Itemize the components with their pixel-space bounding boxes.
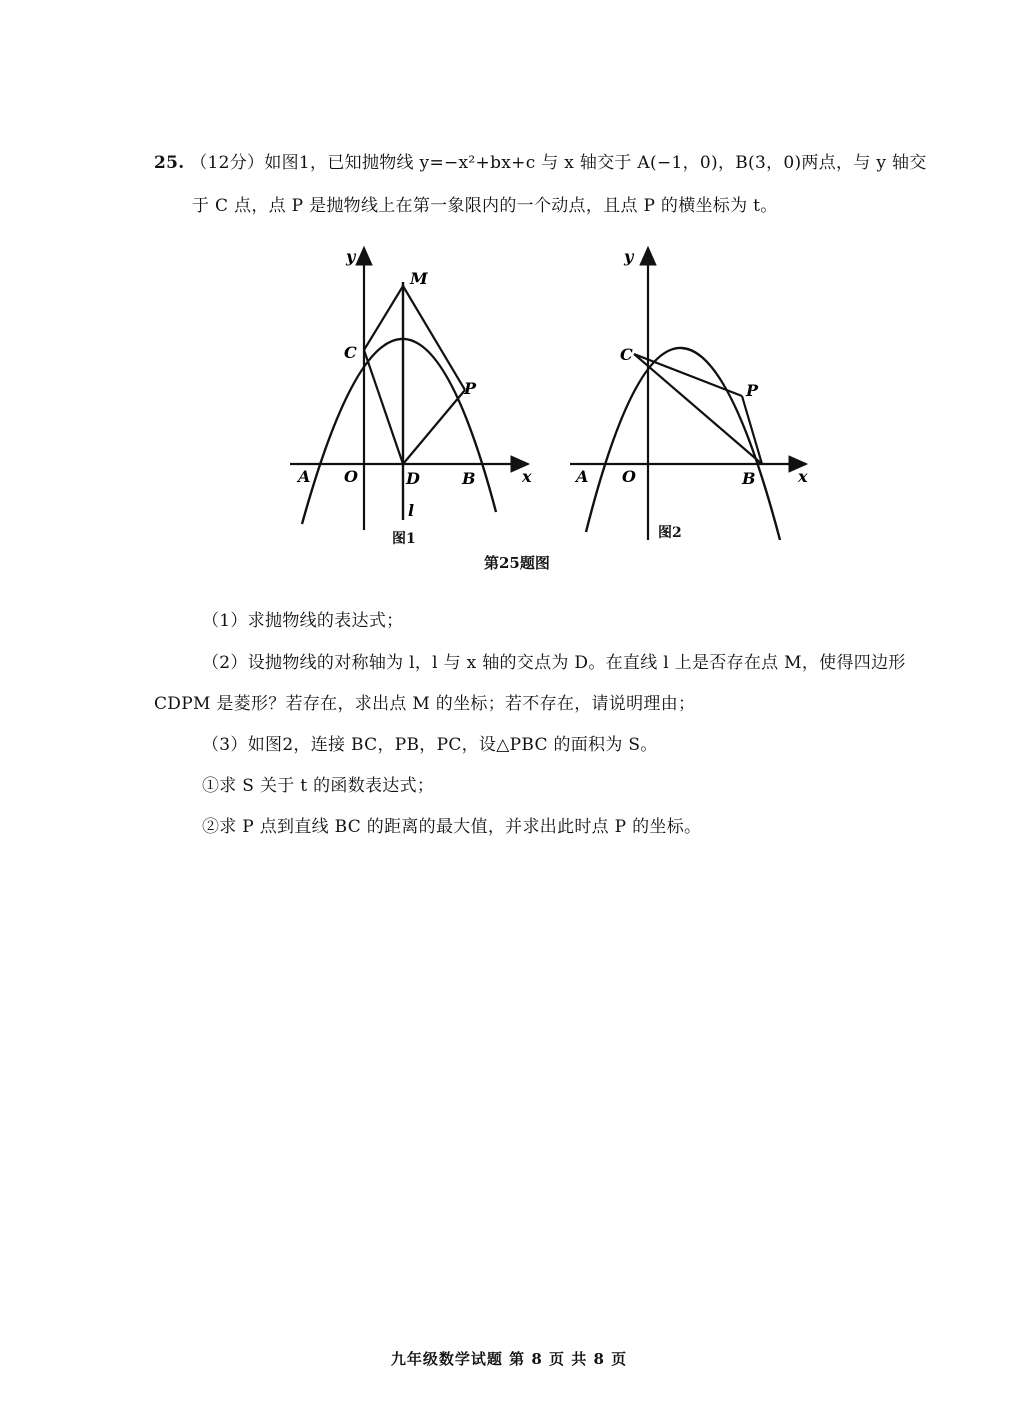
figures-caption: 第25题图 xyxy=(484,554,550,572)
fig1-label-m: M xyxy=(410,269,428,288)
fig2-label-c: C xyxy=(620,345,633,364)
question-stem-line-1 xyxy=(154,152,927,174)
fig2-label-x: x xyxy=(798,467,808,486)
fig2-label-o: O xyxy=(622,467,636,486)
fig1-label-x: x xyxy=(522,467,532,486)
fig2-parabola xyxy=(586,348,780,540)
figure-1-caption: 图1 xyxy=(392,531,416,547)
fig1-parabola xyxy=(302,339,496,524)
question-stem-text-1: （12分）如图1，已知抛物线 y=−x²+bx+c 与 x 轴交于 A(−1，0)，B(3，0)两点，与 y 轴交 xyxy=(190,153,927,173)
part-3: （3）如图2，连接 BC，PB，PC，设△PBC 的面积为 S。 xyxy=(202,735,658,755)
fig1-label-l: l xyxy=(408,501,415,520)
fig2-label-p: P xyxy=(746,381,759,400)
figure-2 xyxy=(562,240,818,550)
fig1-segment-dp xyxy=(403,390,465,464)
part-2-line-2: CDPM 是菱形？若存在，求出点 M 的坐标；若不存在，请说明理由； xyxy=(154,694,696,714)
fig1-label-p: P xyxy=(464,379,477,398)
fig1-segment-cd xyxy=(364,350,403,464)
part-3-sub-2: ②求 P 点到直线 BC 的距离的最大值，并求出此时点 P 的坐标。 xyxy=(202,817,702,837)
fig2-label-b: B xyxy=(742,469,756,488)
part-1: （1）求抛物线的表达式； xyxy=(202,611,404,631)
figure-1 xyxy=(280,240,540,550)
fig1-segment-mp xyxy=(403,286,465,390)
fig2-label-a: A xyxy=(576,467,589,486)
question-stem-line-2: 于 C 点，点 P 是抛物线上在第一象限内的一个动点，且点 P 的横坐标为 t。 xyxy=(192,196,778,216)
figure-2-caption: 图2 xyxy=(658,525,682,541)
part-2-line-1: （2）设抛物线的对称轴为 l，l 与 x 轴的交点为 D。在直线 l 上是否存在点 M，使得四边形 xyxy=(202,653,906,673)
fig1-label-o: O xyxy=(344,467,358,486)
fig1-label-a: A xyxy=(298,467,311,486)
fig1-label-c: C xyxy=(344,343,357,362)
part-3-sub-1: ①求 S 关于 t 的函数表达式； xyxy=(202,776,435,796)
fig1-label-b: B xyxy=(462,469,476,488)
fig2-segment-cp xyxy=(634,354,742,396)
fig2-segment-cb xyxy=(634,354,762,464)
fig2-label-y: y xyxy=(624,247,634,266)
fig1-label-y: y xyxy=(346,247,356,266)
fig1-label-d: D xyxy=(406,469,420,488)
page-footer: 九年级数学试题 第 8 页 共 8 页 xyxy=(390,1350,628,1368)
question-number: 25. xyxy=(154,153,185,173)
